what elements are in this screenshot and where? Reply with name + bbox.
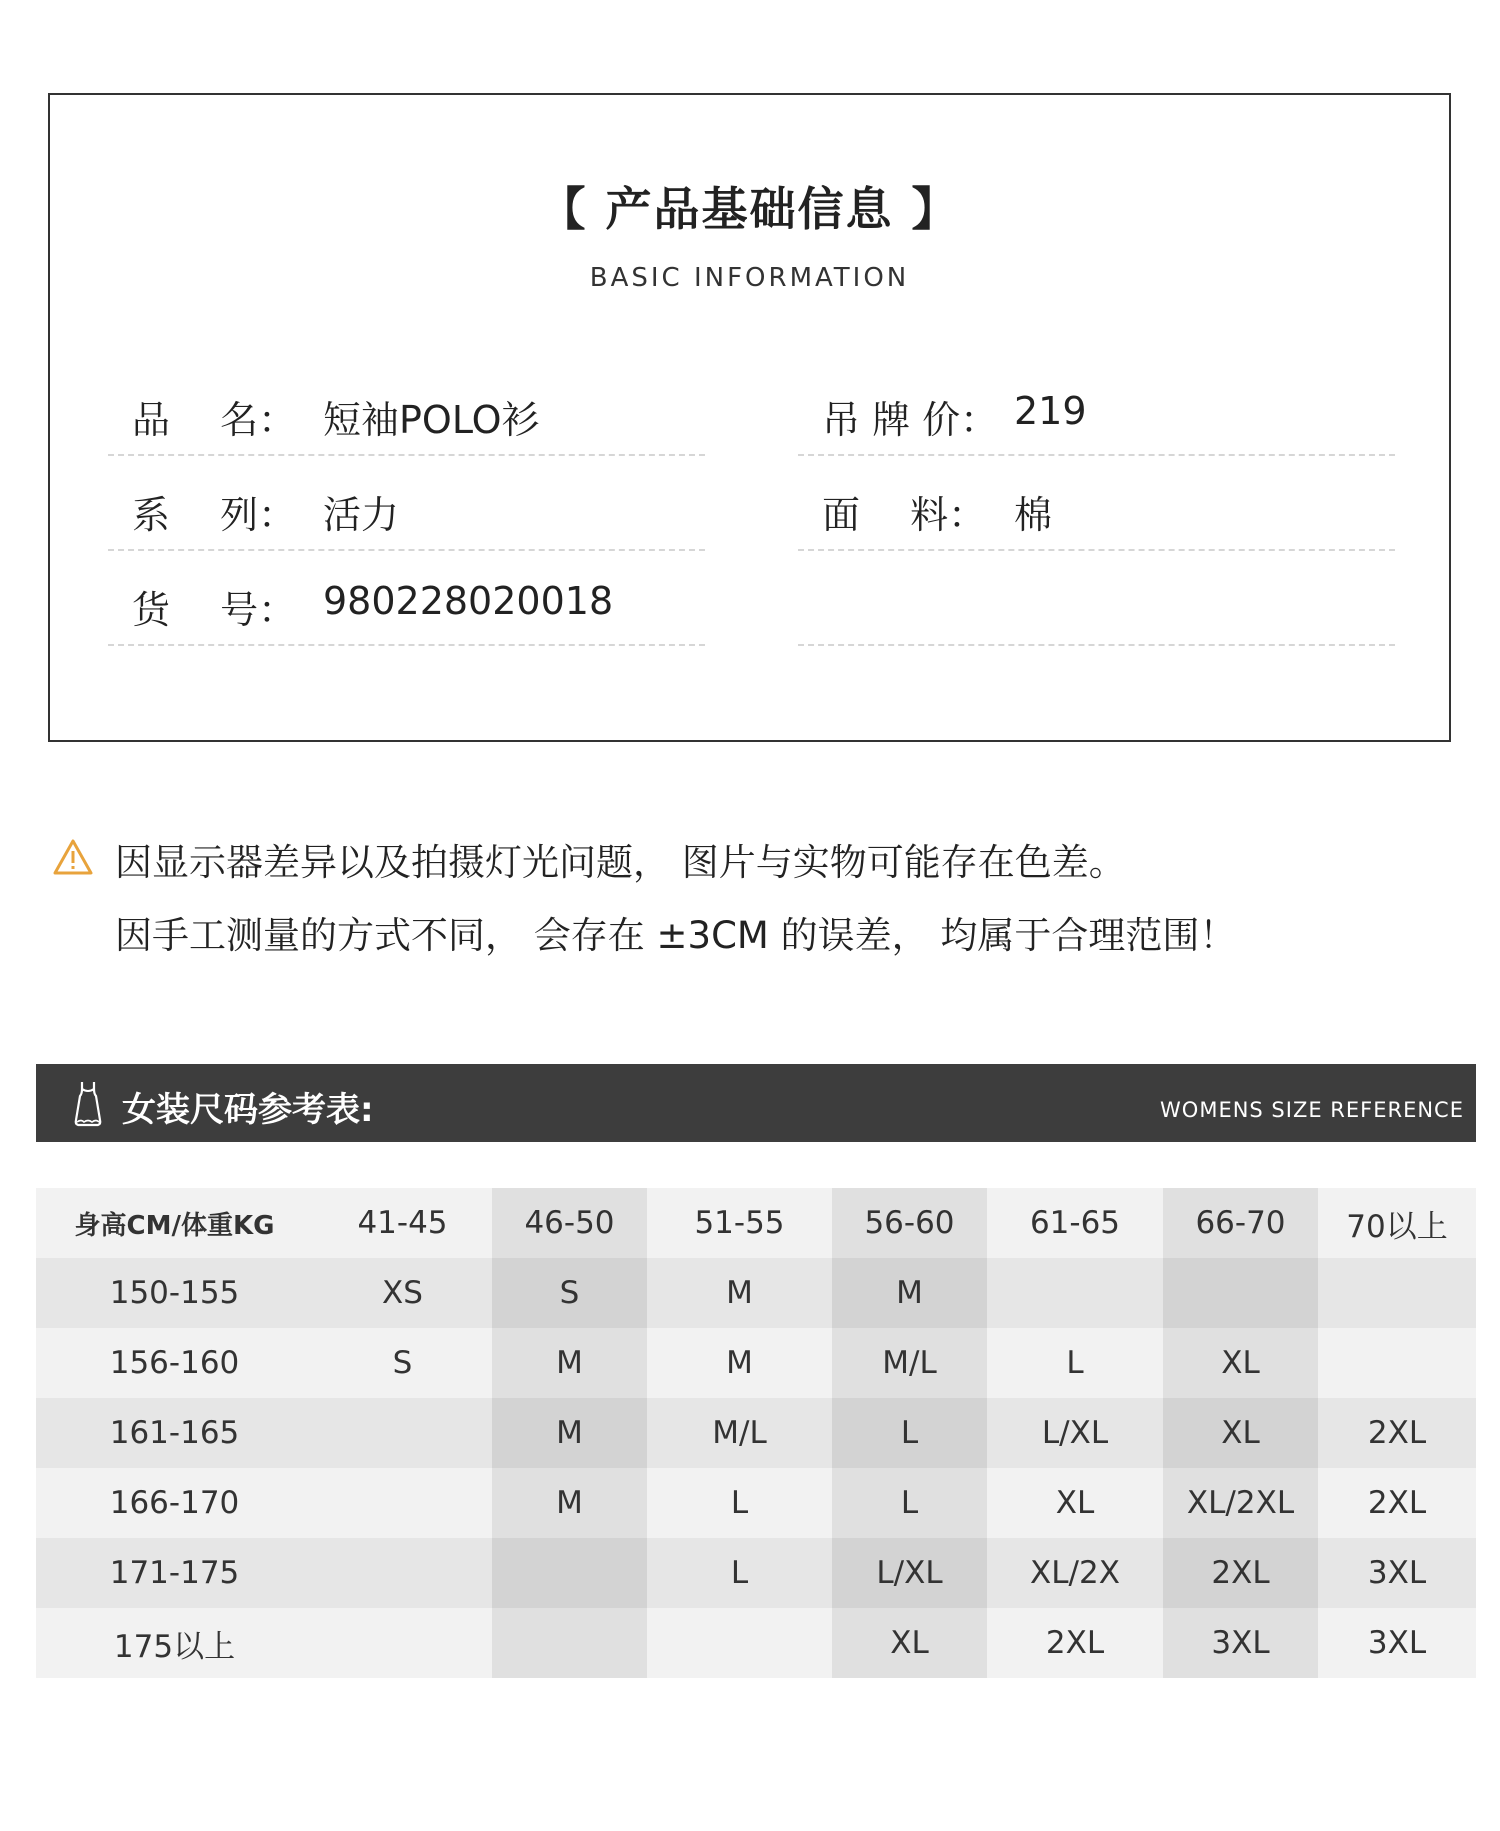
- info-value: 219: [1014, 389, 1087, 433]
- weight-column-header: 61-65: [987, 1188, 1163, 1258]
- size-cell: L: [647, 1538, 832, 1608]
- size-cell: M: [492, 1328, 647, 1398]
- size-chart-header: [36, 1064, 1476, 1142]
- info-row-fabric: [798, 456, 1395, 551]
- size-cell: 2XL: [1318, 1398, 1476, 1468]
- size-cell: L/XL: [832, 1538, 987, 1608]
- size-cell: L/XL: [987, 1398, 1163, 1468]
- info-value: 短袖POLO衫: [323, 398, 540, 442]
- info-row-tag-price: [798, 361, 1395, 456]
- height-cell: 175以上: [36, 1608, 313, 1678]
- size-cell: [1318, 1258, 1476, 1328]
- table-row: [36, 1608, 1476, 1678]
- size-cell: [1163, 1258, 1318, 1328]
- table-row: [36, 1468, 1476, 1538]
- table-row: [36, 1328, 1476, 1398]
- table-row: [36, 1398, 1476, 1468]
- dress-icon: [72, 1080, 104, 1128]
- height-cell: 166-170: [36, 1468, 313, 1538]
- info-value: 活力: [323, 493, 400, 537]
- info-row-empty: [798, 551, 1395, 646]
- height-cell: 156-160: [36, 1328, 313, 1398]
- notice-line-measurement-error: 因手工测量的方式不同， 会存在 ±3CM 的误差， 均属于合理范围！: [115, 914, 1237, 957]
- notice-line-color-difference: 因显示器差异以及拍摄灯光问题， 图片与实物可能存在色差。: [115, 841, 1126, 884]
- size-cell: XL: [1163, 1398, 1318, 1468]
- size-cell: M: [832, 1258, 987, 1328]
- warning-triangle-icon: [52, 838, 94, 876]
- info-label: 吊 牌 价：: [822, 398, 999, 442]
- size-cell: [313, 1398, 492, 1468]
- height-cell: 161-165: [36, 1398, 313, 1468]
- size-cell: M/L: [647, 1398, 832, 1468]
- size-cell: XL: [832, 1608, 987, 1678]
- size-cell: L: [987, 1328, 1163, 1398]
- size-cell: L: [832, 1468, 987, 1538]
- info-value: 980228020018: [323, 579, 614, 623]
- weight-column-header: 70以上: [1318, 1188, 1476, 1258]
- size-cell: L: [647, 1468, 832, 1538]
- size-cell: [313, 1468, 492, 1538]
- size-cell: S: [313, 1328, 492, 1398]
- size-cell: M/L: [832, 1328, 987, 1398]
- weight-column-header: 56-60: [832, 1188, 987, 1258]
- size-cell: M: [647, 1258, 832, 1328]
- size-cell: XL: [987, 1468, 1163, 1538]
- basic-info-card: [48, 93, 1451, 742]
- info-row-item-number: [108, 551, 705, 646]
- weight-column-header: 41-45: [313, 1188, 492, 1258]
- size-cell: [313, 1608, 492, 1678]
- corner-label: 身高CM/体重KG: [36, 1188, 313, 1258]
- size-cell: 3XL: [1163, 1608, 1318, 1678]
- info-label: 系 列：: [132, 493, 297, 537]
- size-cell: [492, 1608, 647, 1678]
- size-reference-table: [36, 1188, 1476, 1678]
- height-cell: 150-155: [36, 1258, 313, 1328]
- size-cell: M: [492, 1468, 647, 1538]
- table-header-row: [36, 1188, 1476, 1258]
- info-label: 货 号：: [132, 588, 297, 632]
- table-row: [36, 1258, 1476, 1328]
- info-value: 棉: [1014, 493, 1053, 537]
- basic-info-title: 【 产品基础信息 】: [539, 182, 960, 236]
- size-cell: [987, 1258, 1163, 1328]
- size-cell: M: [647, 1328, 832, 1398]
- size-cell: XL/2X: [987, 1538, 1163, 1608]
- size-cell: [1318, 1328, 1476, 1398]
- size-cell: 3XL: [1318, 1608, 1476, 1678]
- size-cell: XL: [1163, 1328, 1318, 1398]
- weight-column-header: 66-70: [1163, 1188, 1318, 1258]
- weight-column-header: 46-50: [492, 1188, 647, 1258]
- info-row-series: [108, 456, 705, 551]
- info-row-product-name: [108, 361, 705, 456]
- size-cell: XL/2XL: [1163, 1468, 1318, 1538]
- info-label: 品 名：: [132, 398, 297, 442]
- size-cell: 2XL: [987, 1608, 1163, 1678]
- size-cell: 2XL: [1163, 1538, 1318, 1608]
- size-cell: [492, 1538, 647, 1608]
- size-cell: L: [832, 1398, 987, 1468]
- height-cell: 171-175: [36, 1538, 313, 1608]
- size-cell: [647, 1608, 832, 1678]
- size-chart-subtitle: WOMENS SIZE REFERENCE: [1160, 1098, 1464, 1122]
- size-cell: 3XL: [1318, 1538, 1476, 1608]
- basic-info-subtitle: BASIC INFORMATION: [589, 263, 910, 293]
- size-cell: S: [492, 1258, 647, 1328]
- size-cell: M: [492, 1398, 647, 1468]
- size-cell: 2XL: [1318, 1468, 1476, 1538]
- weight-column-header: 51-55: [647, 1188, 832, 1258]
- size-cell: [313, 1538, 492, 1608]
- table-row: [36, 1538, 1476, 1608]
- size-chart-title: 女装尺码参考表:: [122, 1090, 374, 1130]
- size-cell: XS: [313, 1258, 492, 1328]
- info-label: 面 料：: [822, 493, 987, 537]
